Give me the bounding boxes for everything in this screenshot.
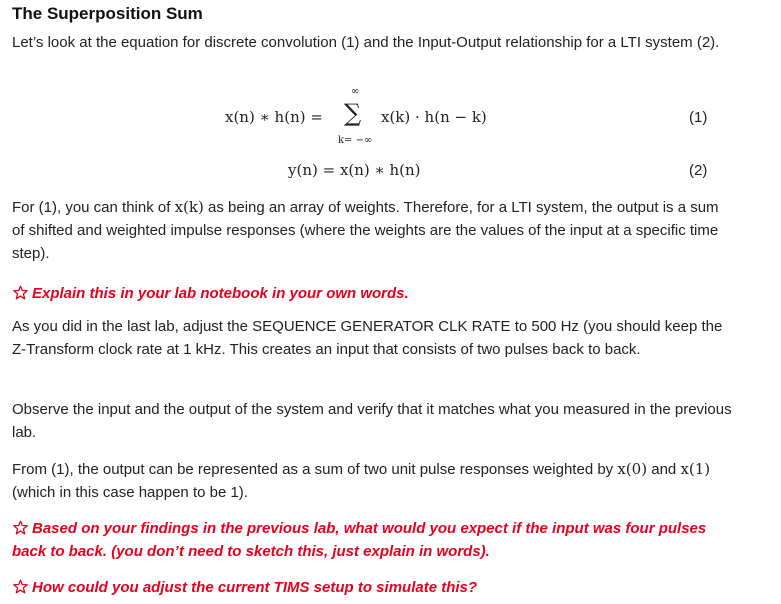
intro-paragraph: Let’s look at the equation for discrete convolution (1) and the Input-Output relationship for a LTI system (2). [12,34,720,51]
page-title: The Superposition Sum [12,4,203,23]
weights-paragraph-math: x(k) [174,198,204,216]
superposition-paragraph-math-1: x(0) [617,460,648,478]
task-2-text: Based on your findings in the previous lab, what would you expect if the input was four pulses back to back. (you don’t need to sketch this, just explain in words). [12,520,707,560]
equation-2: y(n) = x(n) ∗ h(n) [288,161,421,179]
equation-1-lhs: x(n) ∗ h(n) = [225,108,323,126]
clk-rate-paragraph: As you did in the last lab, adjust the SEQUENCE GENERATOR CLK RATE to 500 Hz (you should keep the Z-Transform clock rate at 1 kHz. This creates an input that consists of two pulses back to back. [12,318,723,358]
star-outline-icon [12,285,29,300]
task-1 [12,282,732,305]
task-2 [12,517,732,563]
equation-1-upper-limit: ∞ [351,86,360,97]
task-1-text: Explain this in your lab notebook in your own words. [32,285,409,302]
equation-1-number: (1) [689,109,708,126]
weights-paragraph [12,196,732,265]
star-outline-icon [12,520,29,535]
superposition-paragraph [12,458,732,504]
equation-2-number: (2) [689,162,708,179]
superposition-paragraph-text-2: and [647,461,681,478]
task-3-text: How could you adjust the current TIMS setup to simulate this? [32,579,478,596]
superposition-paragraph-math-2: x(1) [680,460,711,478]
task-3 [12,576,732,599]
equation-1-lower-limit: k= −∞ [338,135,373,146]
equation-1-rhs: x(k) · h(n − k) [381,108,487,126]
weights-paragraph-text-2: as being an array of weights. Therefore, for a LTI system, the output is a sum of shifted and weighted impulse responses (where the weights are the values of the input at a specific time step). [12,199,719,262]
superposition-paragraph-text-3: (which in this case happen to be 1). [12,484,248,501]
superposition-paragraph-text-1: From (1), the output can be represented as a sum of two unit pulse responses weighted by [12,461,618,478]
equation-1-sum-symbol: ∑ [344,99,362,127]
star-outline-icon [12,579,29,594]
weights-paragraph-text-1: For (1), you can think of [12,199,175,216]
observe-paragraph: Observe the input and the output of the system and verify that it matches what you measured in the previous lab. [12,401,732,441]
